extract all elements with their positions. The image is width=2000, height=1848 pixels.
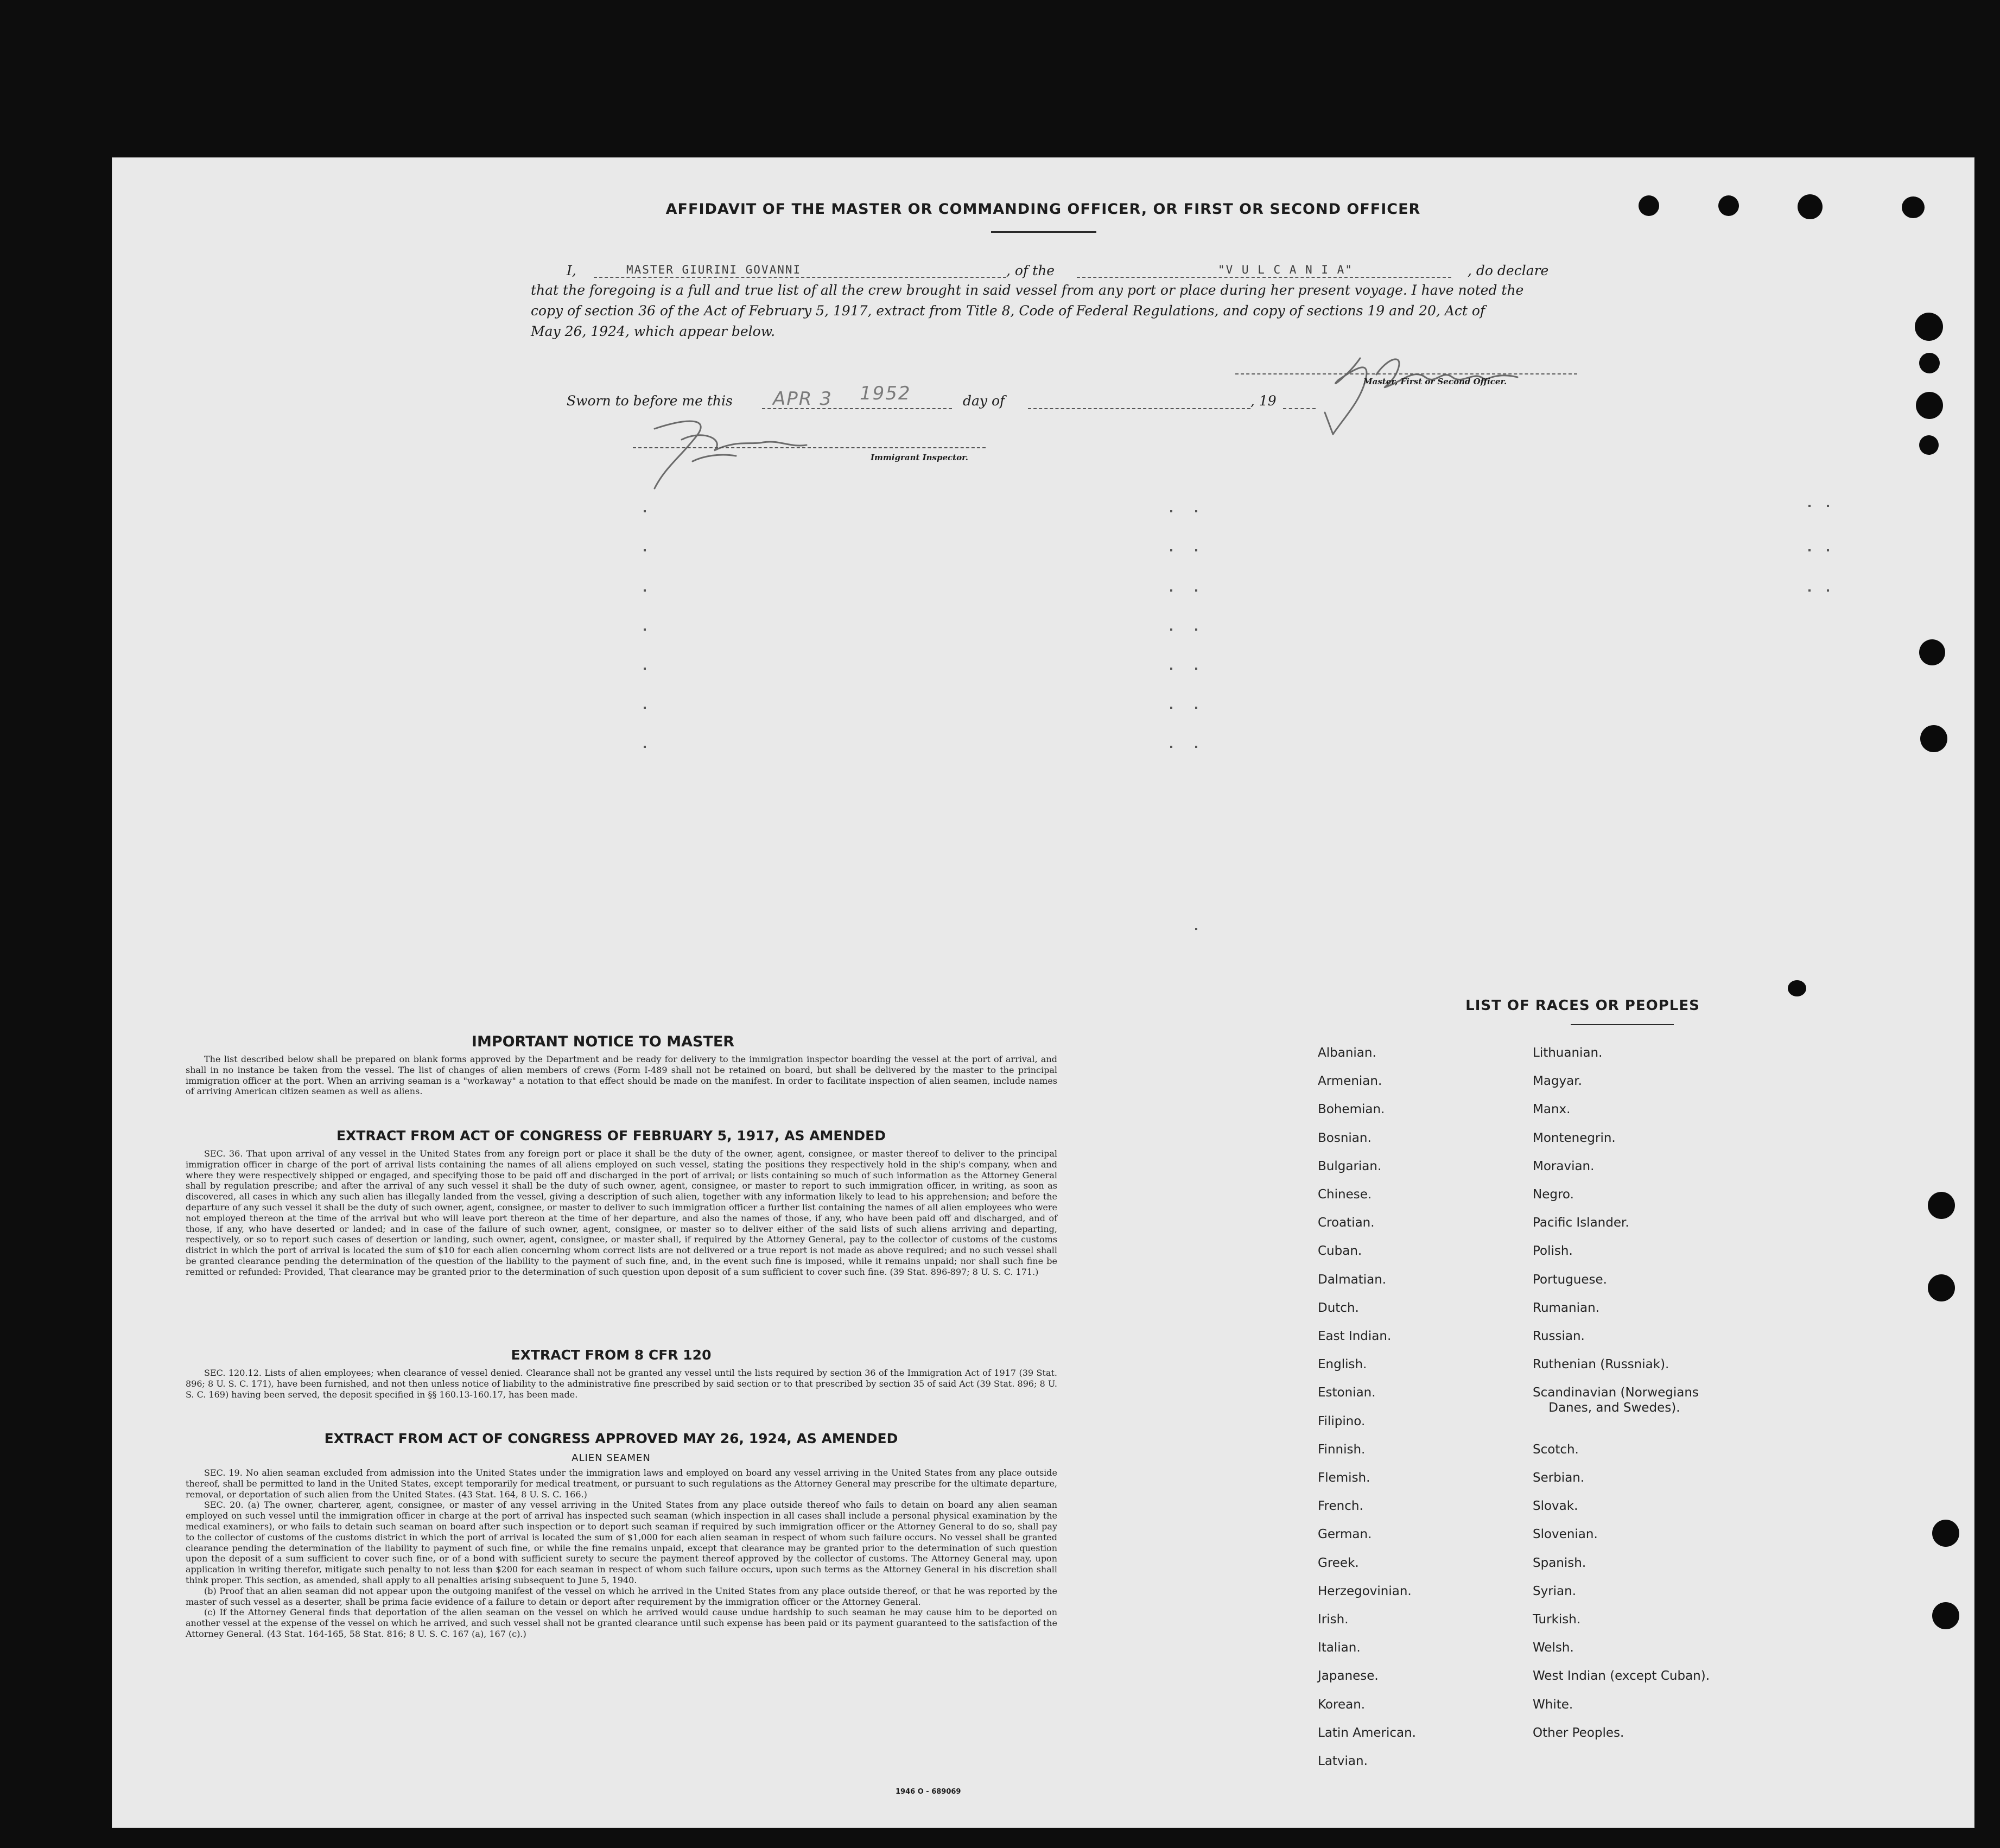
race-item: Greek. [1318, 1555, 1359, 1570]
race-item: Herzegovinian. [1318, 1584, 1412, 1598]
punch-hole [1919, 353, 1940, 373]
master-name-field: MASTER GIURINI GOVANNI [626, 263, 802, 276]
master-signature-line [1235, 373, 1577, 374]
form-tick [1170, 549, 1172, 551]
sworn-prefix: Sworn to before me this [567, 393, 733, 409]
word-day-of: day of [963, 393, 1005, 409]
race-item: German. [1318, 1527, 1372, 1542]
race-item: Finnish. [1318, 1442, 1366, 1457]
punch-hole [1919, 435, 1939, 455]
month-line [1028, 408, 1250, 409]
sec20a-paragraph: SEC. 20. (a) The owner, charterer, agent, consignee, or master of any vessel arriving in the United States from any place outside thereof who fails to detain on board any alien seaman employed on such vessel until the immigration officer in charge at the port of arrival has inspected such seaman (which inspection in all cases shall include a personal physical examination by the medical examiners), or who fails to detain such seaman on board after such inspection or to deport such seaman if required by such immigration officer or the Attorney General to do so, shall pay to the collector of customs of the customs district in which the port of arrival is located the sum of $1,000 for each alien seaman in respect of whom such failure occurs. No vessel shall be granted clearance pending the determination of the liability to payment of such fine, or while the fine remains unpaid, except that clearance may be granted prior to the determination of such question upon the deposit of a sum sufficient to cover such fine, or of a bond with sufficient surety to secure the payment thereof approved by the collector of customs. The Attorney General may, upon application in writing therefor, mitigate such penalty to not less than $200 for each seaman in respect of whom such failure occurs, upon such terms as the Attorney General in his discretion shall think proper. This section, as amended, shall apply to all penalties arising subsequent to June 5, 1940. [186, 1500, 1057, 1585]
punch-hole [1919, 639, 1945, 665]
race-item: Dalmatian. [1318, 1272, 1387, 1287]
form-tick [1195, 707, 1197, 709]
race-item: Bosnian. [1318, 1131, 1372, 1145]
word-i: I, [567, 263, 576, 278]
race-item: Welsh. [1533, 1641, 1574, 1655]
form-tick [644, 510, 646, 512]
extract-1924-text [186, 1468, 1057, 1640]
race-item: Other Peoples. [1533, 1725, 1624, 1740]
race-item: Negro. [1533, 1187, 1574, 1202]
declaration-line-3: copy of section 36 of the Act of February 5, 1917, extract from Title 8, Code of Federal Regulations, and copy of sections 19 and 20, Act of [531, 303, 1485, 319]
race-item: Spanish. [1533, 1555, 1586, 1570]
race-item: Ruthenian (Russniak). [1533, 1357, 1669, 1372]
punch-hole [1928, 1192, 1955, 1219]
form-tick [1170, 668, 1172, 670]
extract-1917-paragraph: SEC. 36. That upon arrival of any vessel in the United States from any foreign port or place it shall be the duty of the owner, agent, consignee, or master thereof to deliver to the principal immigration officer in charge of the port of arrival lists containing the names of all aliens employed on such vessel, stating the positions they respectively hold in the ship's company, when and where they were respectively shipped or engaged, and specifying those to be paid off and discharged in the port of arrival; or lists containing so much of such information as the Attorney General shall by regulation prescribe; and after the arrival of any such vessel it shall be the duty of such owner, agent, consignee, or master to report to such immigration officer, in writing, as soon as discovered, all cases in which any such alien has illegally landed from the vessel, giving a description of such alien, together with any information likely to lead to his apprehension; and before the departure of any such vessel it shall be the duty of such owner, agent, consignee, or master to deliver to such immigration officer a further list containing the names of all alien employees who were not employed thereon at the time of the arrival but who will leave port thereon at the time of her departure, and also the names of those, if any, who have been paid off and discharged, and of those, if any, who have deserted or landed; and in case of the failure of such owner, agent, consignee, or master so to deliver either of the said lists of such aliens arriving and departing, respectively, or so to report such cases of desertion or landing, such owner, agent, consignee, or master shall, if required by the Attorney General, pay to the collector of customs of the customs district in which the port of arrival is located the sum of $10 for each alien concerning whom correct lists are not delivered or a true report is not made as above required; and no such vessel shall be granted clearance pending the determination of the question of the liability to the payment of such fine, and, in the event such fine is imposed, while it remains unpaid; nor shall such fine be remitted or refunded: Provided, That clearance may be granted prior to the determination of such question upon deposit of a sum sufficient to cover such fine. (39 Stat. 896-897; 8 U. S. C. 171.) [186, 1148, 1057, 1277]
form-tick [1808, 549, 1811, 551]
form-tick [1195, 589, 1197, 592]
race-item: Croatian. [1318, 1216, 1375, 1230]
form-tick [1827, 505, 1829, 507]
sworn-stamp-year: 1952 [860, 383, 911, 404]
race-item: Albanian. [1318, 1046, 1376, 1060]
race-item: Portuguese. [1533, 1272, 1607, 1287]
vessel-name-field: "V U L C A N I A" [1218, 263, 1353, 276]
form-tick [1195, 746, 1197, 748]
race-item: Bohemian. [1318, 1102, 1385, 1117]
form-tick [1195, 510, 1197, 512]
punch-hole [1932, 1602, 1959, 1629]
extract-1924-subtitle: ALIEN SEAMEN [572, 1452, 651, 1464]
year-prefix: , 19 [1250, 393, 1277, 409]
race-item: Serbian. [1533, 1471, 1585, 1485]
form-tick [1827, 549, 1829, 551]
race-item: Italian. [1318, 1641, 1361, 1655]
punch-hole [1916, 392, 1943, 419]
race-item: Manx. [1533, 1102, 1571, 1117]
race-item: Lithuanian. [1533, 1046, 1603, 1060]
affidavit-title: AFFIDAVIT OF THE MASTER OR COMMANDING OFFICER, OR FIRST OR SECOND OFFICER [665, 201, 1421, 218]
form-tick [1827, 589, 1829, 592]
inspector-caption: Immigrant Inspector. [871, 453, 968, 462]
race-item: Irish. [1318, 1612, 1349, 1627]
inspector-signature [622, 407, 850, 505]
sec20b-paragraph: (b) Proof that an alien seaman did not appear upon the outgoing manifest of the vessel on which he arrived in the United States from any place outside thereof, or that he was reported by the master of such vessel as a deserter, shall be prima facie evidence of a failure to detain or deport after requirement by the immigration officer or the Attorney General. [186, 1585, 1057, 1607]
extract-cfr-text [186, 1368, 1057, 1400]
print-code: 1946 O - 689069 [896, 1788, 961, 1796]
race-item: Chinese. [1318, 1187, 1372, 1202]
race-item: Flemish. [1318, 1471, 1370, 1485]
master-caption: Master, First or Second Officer. [1363, 377, 1507, 386]
race-item: Moravian. [1533, 1159, 1595, 1173]
form-tick [644, 668, 646, 670]
extract-1917-text [186, 1148, 1057, 1278]
race-item: Montenegrin. [1533, 1131, 1616, 1145]
race-item: Magyar. [1533, 1074, 1582, 1089]
form-tick [1808, 505, 1811, 507]
notice-paragraph: The list described below shall be prepared on blank forms approved by the Department and be ready for delivery to the immigration inspector boarding the vessel at the port of arrival, and shall in no instance be taken from the vessel. The list of changes of alien members of crews (Form I-489 shall not be retained on board, but shall be delivered by the master to the principal immigration officer at the port. When an arriving seaman is a "workaway" a notation to that effect should be made on the manifest. In order to facilitate inspection of alien seamen, include names of arriving American citizen seamen as well as aliens. [186, 1054, 1057, 1097]
sec19-paragraph: SEC. 19. No alien seaman excluded from admission into the United States under the immigration laws and employed on board any vessel arriving in the United States from any place outside thereof, shall be permitted to land in the United States, except temporarily for medical treatment, or pursuant to such regulations as the Attorney General may prescribe for the ultimate departure, removal, or deportation of such alien from the United States. (43 Stat. 164, 8 U. S. C. 166.) [186, 1468, 1057, 1500]
title-underline [991, 231, 1096, 233]
race-item: Estonian. [1318, 1386, 1376, 1400]
race-item: Slovak. [1533, 1499, 1578, 1514]
extract-1917-title: EXTRACT FROM ACT OF CONGRESS OF FEBRUARY 5, 1917, AS AMENDED [336, 1128, 886, 1144]
form-tick [1808, 589, 1811, 592]
form-tick [1170, 589, 1172, 592]
form-tick [1195, 549, 1197, 551]
inspector-signature-line [633, 447, 986, 448]
race-item: Russian. [1533, 1329, 1585, 1343]
races-title: LIST OF RACES OR PEOPLES [1465, 998, 1700, 1014]
notice-text [186, 1054, 1057, 1097]
extract-cfr-title: EXTRACT FROM 8 CFR 120 [511, 1347, 712, 1363]
form-tick [1170, 746, 1172, 748]
punch-hole [1788, 980, 1806, 996]
punch-hole [1928, 1274, 1955, 1301]
race-item: Scandinavian (Norwegians Danes, and Swedes). [1533, 1386, 1699, 1415]
punch-hole [1920, 725, 1947, 752]
race-item: English. [1318, 1357, 1367, 1372]
extract-1924-title: EXTRACT FROM ACT OF CONGRESS APPROVED MAY 26, 1924, AS AMENDED [324, 1431, 898, 1446]
word-of-the: , of the [1006, 263, 1055, 278]
race-item: Rumanian. [1533, 1300, 1599, 1315]
form-tick [1195, 628, 1197, 631]
races-title-underline [1571, 1024, 1674, 1025]
extract-cfr-paragraph: SEC. 120.12. Lists of alien employees; when clearance of vessel denied. Clearance shall not be granted any vessel until the lists required by section 36 of the Immigration Act of 1917 (39 Stat. 896; 8 U. S. C. 171), have been furnished, and not then unless notice of liability to the administrative fine prescribed by said section or to that prescribed by section 35 of said Act (39 Stat. 896; 8 U. S. C. 169) having been served, the deposit specified in §§ 160.13-160.17, has been made. [186, 1368, 1057, 1400]
sworn-stamp-date: APR 3 [773, 388, 833, 410]
notice-title: IMPORTANT NOTICE TO MASTER [471, 1033, 735, 1050]
form-tick [1195, 668, 1197, 670]
race-item: Latin American. [1318, 1725, 1416, 1740]
race-item: Pacific Islander. [1533, 1216, 1629, 1230]
year-line [1283, 408, 1316, 409]
race-item: White. [1533, 1697, 1573, 1712]
sec20c-paragraph: (c) If the Attorney General finds that deportation of the alien seaman on the vessel on which he arrived would cause undue hardship to such seaman he may cause him to be deported on another vessel at the expense of the vessel on which he arrived, and such vessel shall not be granted clearance until such expense has been paid or its payment guaranteed to the satisfaction of the Attorney General. (43 Stat. 164-165, 58 Stat. 816; 8 U. S. C. 167 (a), 167 (c).) [186, 1607, 1057, 1639]
race-item: Japanese. [1318, 1669, 1379, 1684]
race-item: Korean. [1318, 1697, 1366, 1712]
race-item: Turkish. [1533, 1612, 1581, 1627]
race-item: Polish. [1533, 1244, 1573, 1259]
document-page [112, 157, 1974, 1828]
race-item: Syrian. [1533, 1584, 1577, 1598]
form-tick [1170, 510, 1172, 512]
race-item: Latvian. [1318, 1754, 1368, 1768]
form-tick [644, 746, 646, 748]
race-item: West Indian (except Cuban). [1533, 1669, 1710, 1684]
race-item: Bulgarian. [1318, 1159, 1382, 1173]
declaration-line-1 [567, 261, 1679, 281]
race-item: Filipino. [1318, 1414, 1366, 1428]
form-tick [644, 589, 646, 592]
declaration-line-4: May 26, 1924, which appear below. [531, 323, 776, 339]
race-item: Dutch. [1318, 1300, 1359, 1315]
form-tick [1170, 707, 1172, 709]
race-item: Cuban. [1318, 1244, 1362, 1259]
punch-hole [1915, 313, 1943, 341]
race-item: French. [1318, 1499, 1363, 1514]
form-tick [1195, 928, 1197, 930]
form-tick [644, 707, 646, 709]
form-tick [1170, 628, 1172, 631]
race-item: Scotch. [1533, 1442, 1579, 1457]
punch-hole [1932, 1520, 1959, 1547]
form-tick [644, 628, 646, 631]
form-tick [644, 549, 646, 551]
declaration-line-2: that the foregoing is a full and true list of all the crew brought in said vessel from any port or place during her present voyage. I have noted the [531, 282, 1524, 298]
word-do-declare: , do declare [1468, 263, 1549, 278]
race-item: Slovenian. [1533, 1527, 1598, 1542]
race-item: Armenian. [1318, 1074, 1382, 1089]
race-item: East Indian. [1318, 1329, 1392, 1343]
